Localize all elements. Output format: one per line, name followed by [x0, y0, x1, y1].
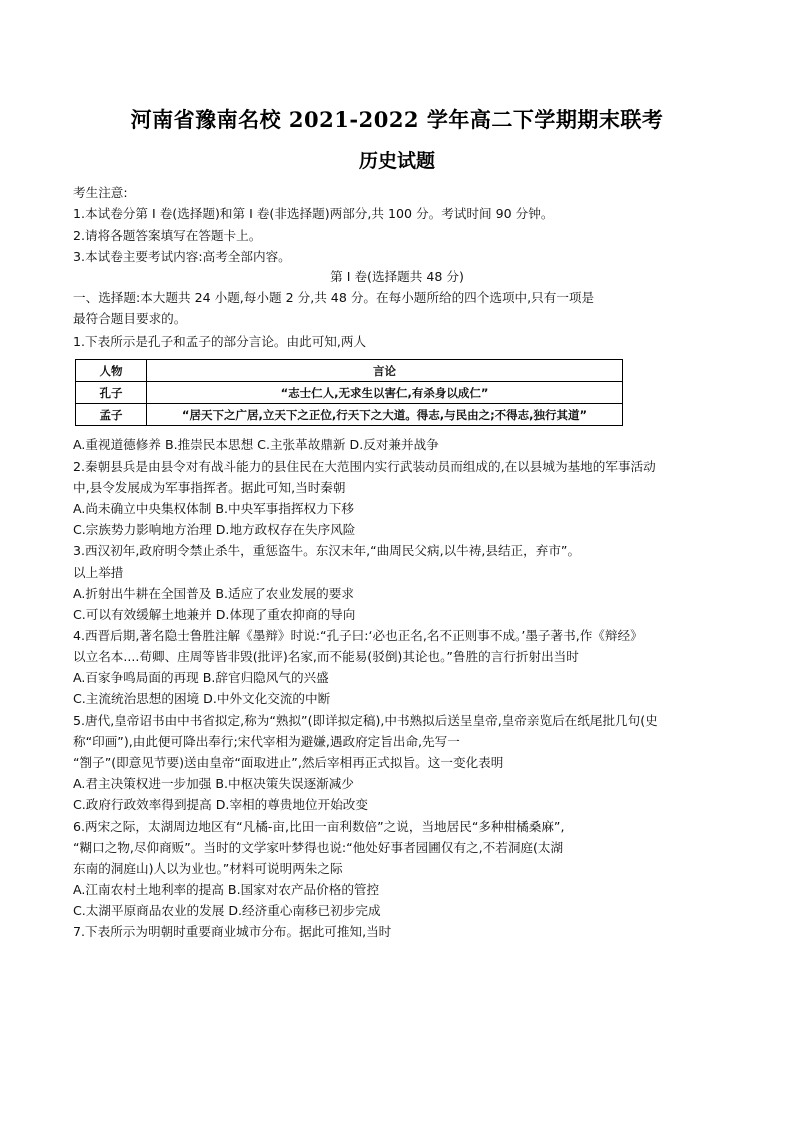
table-header-cell: 人物 — [76, 360, 147, 382]
section-header: 第 I 卷(选择题共 48 分) — [330, 269, 464, 284]
text-line: C.可以有效缓解土地兼并 D.体现了重农抑商的导向 — [73, 607, 356, 622]
text-line: 以上举措 — [73, 565, 124, 580]
table-row — [76, 404, 623, 426]
text-line: “劄子”(即意见节要)送由皇帝“面取进止”,然后宰相再正式拟旨。这一变化表明 — [73, 755, 504, 770]
text-line: C.太湖平原商品农业的发展 D.经济重心南移已初步完成 — [73, 903, 381, 918]
text-line: C.宗族势力影响地方治理 D.地方政权存在失序风险 — [73, 522, 356, 537]
text-line: 6.两宋之际，太湖周边地区有“凡橘-亩,比田一亩利数倍”之说，当地居民“多种柑橘桑麻”, — [73, 819, 565, 834]
text-line: 5.唐代,皇帝诏书由中书省拟定,称为“熟拟”(即详拟定稿),中书熟拟后送呈皇帝,皇帝亲览后在纸尾批几句(史 — [73, 713, 658, 728]
text-line: A.重视道德修养 B.推崇民本思想 C.主张革故鼎新 D.反对兼并战争 — [73, 437, 439, 452]
table-header-cell: 言论 — [147, 360, 623, 382]
text-line: 2.秦朝县兵是由县令对有战斗能力的县住民在大范围内实行武装动员而组成的,在以县城为基地的军事活动 — [73, 459, 656, 474]
notice-line: 考生注意: — [73, 185, 128, 200]
table-cell: 孔子 — [76, 382, 147, 404]
table-cell: 孟子 — [76, 404, 147, 426]
text-line: 东南的洞庭山)人以为业也。”材料可说明两朱之际 — [73, 861, 343, 876]
text-line: A.百家争鸣局面的再现 B.辞官归隐风气的兴盛 — [73, 670, 329, 685]
notice-line: 3.本试卷主要考试内容:高考全部内容。 — [73, 249, 291, 264]
table-header-row — [76, 360, 623, 382]
text-line: 3.西汉初年,政府明令禁止杀牛，重惩盗牛。东汉末年,“曲周民父病,以牛祷,县结正，弃市”。 — [73, 543, 581, 558]
text-line: A.尚未确立中央集权体制 B.中央军事指挥权力下移 — [73, 501, 354, 516]
exam-subtitle: 历史试题 — [358, 150, 435, 172]
exam-title: 河南省豫南名校 2021-2022 学年高二下学期期末联考 — [130, 107, 664, 132]
instruction-line: 一、选择题:本大题共 24 小题,每小题 2 分,共 48 分。在每小题所给的四个选项中,只有一项是 — [73, 290, 595, 305]
text-line: C.主流统治思想的困境 D.中外文化交流的中断 — [73, 691, 331, 706]
text-line: A.君主决策权进一步加强 B.中枢决策失误逐渐减少 — [73, 776, 354, 791]
text-line: A.江南农村土地利率的提高 B.国家对农产品价格的管控 — [73, 882, 380, 897]
question-stem: 1.下表所示是孔子和孟子的部分言论。由此可知,两人 — [73, 334, 367, 349]
text-line: A.折射出牛耕在全国普及 B.适应了农业发展的要求 — [73, 586, 354, 601]
quote-table — [75, 359, 623, 426]
text-line: 4.西晋后期,著名隐士鲁胜注解《墨辩》时说:“孔子曰:‘必也正名,名不正则事不成。’墨子著书,作《辩经》 — [73, 628, 643, 643]
notice-line: 2.请将各题答案填写在答题卡上。 — [73, 228, 262, 243]
text-line: 中,县令发展成为军事指挥者。据此可知,当时秦朝 — [73, 480, 346, 495]
text-line: C.政府行政效率得到提高 D.宰相的尊贵地位开始改变 — [73, 797, 368, 812]
table-row — [76, 382, 623, 404]
text-line: 以立名本....荀卿、庄周等皆非毁(批评)名家,而不能易(驳倒)其论也。”鲁胜的言行折射出当时 — [73, 649, 579, 664]
text-line: 称“印画”),由此便可降出奉行;宋代宰相为避嫌,遇政府定旨出命,先写一 — [73, 734, 460, 749]
table-cell: “志士仁人,无求生以害仁,有杀身以成仁” — [147, 382, 623, 404]
text-line: 7.下表所示为明朝时重要商业城市分布。据此可推知,当时 — [73, 924, 392, 939]
table-cell: “居天下之广居,立天下之正位,行天下之大道。得志,与民由之;不得志,独行其道” — [147, 404, 623, 426]
text-line: “糊口之物,尽仰商贩”。当时的文学家叶梦得也说:“他处好事者园圃仅有之,不若洞庭(太湖 — [73, 840, 564, 855]
instruction-line: 最符合题目要求的。 — [73, 311, 187, 326]
notice-line: 1.本试卷分第 I 卷(选择题)和第 I 卷(非选择题)两部分,共 100 分。考试时间 90 分钟。 — [73, 206, 554, 221]
